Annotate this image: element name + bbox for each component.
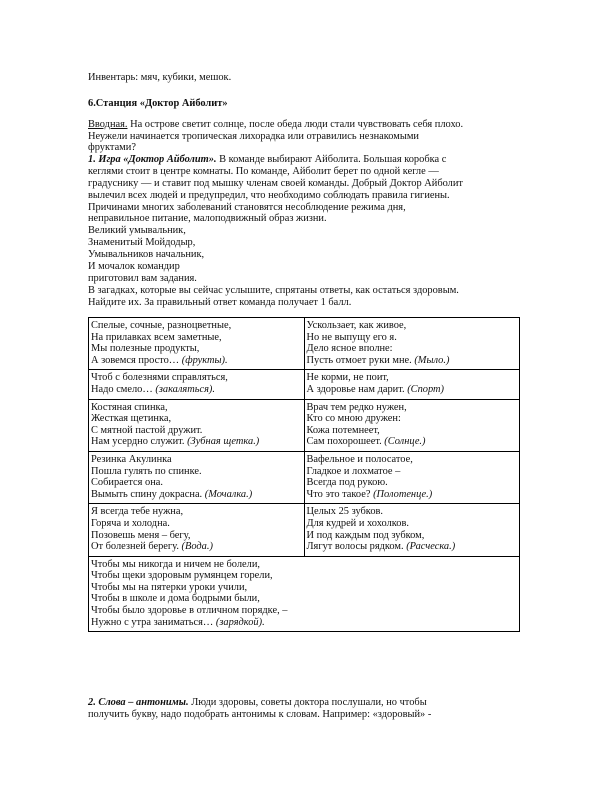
riddle-cell: Целых 25 зубков. Для кудрей и хохолков. И под каждым под зубком, Лягут волосы рядком. (Расческа.) <box>304 504 520 556</box>
riddle-answer: (Вода.) <box>181 541 213 553</box>
intro-line-2: Неужели начинается тропическая лихорадка или отравились незнакомыми <box>88 131 419 142</box>
intro-label: Вводная. <box>88 119 128 130</box>
riddle-answer: (Зубная щетка.) <box>187 436 260 448</box>
poem-line: Знаменитый Мойдодыр, <box>88 237 196 248</box>
game2-first-line: 2. Слова – антонимы. Люди здоровы, советы доктора послушали, но чтобы <box>88 697 427 708</box>
table-row <box>89 318 520 370</box>
riddle-cell: Не корми, не поит, А здоровье нам дарит. (Спорт) <box>304 370 520 399</box>
table-row <box>89 451 520 503</box>
game1-line: Причинами многих заболеваний становятся несоблюдение режима дня, <box>88 202 406 213</box>
game1-line: неправильное питание, малоподвижный образ жизни. <box>88 213 327 224</box>
poem-line: Умывальников начальник, <box>88 249 205 260</box>
game2-line: получить букву, надо подобрать антонимы к словам. Например: «здоровый» - <box>88 709 432 720</box>
riddle-answer: (фрукты). <box>181 354 228 366</box>
game1-title: 1. Игра «Доктор Айболит». <box>88 154 217 165</box>
poem-line: Великий умывальник, <box>88 225 186 236</box>
game1-line: градуснику — и ставит под мышку членам своей команды. Добрый Доктор Айболит <box>88 178 463 189</box>
riddle-answer: (Мочалка.) <box>204 488 253 500</box>
game1-line: Найдите их. За правильный ответ команда получает 1 балл. <box>88 297 352 308</box>
riddle-answer: (Солнце.) <box>384 436 426 448</box>
game1-first-line: 1. Игра «Доктор Айболит». В команде выбирают Айболита. Большая коробка с <box>88 154 447 165</box>
riddle-cell: Врач тем редко нужен, Кто со мною дружен: Кожа потемнеет, Сам похорошеет. (Солнце.) <box>304 399 520 451</box>
table-row <box>89 556 520 632</box>
riddle-answer: (Полотенце.) <box>373 488 433 500</box>
table-row <box>89 504 520 556</box>
intro-line-3: фруктами? <box>88 142 136 153</box>
riddle-cell: Костяная спинка, Жесткая щетинка, С мятной пастой дружит. Нам усердно служит. (Зубная щетка.) <box>89 399 305 451</box>
game2-title: 2. Слова – антонимы. <box>88 697 189 708</box>
inventory-line: Инвентарь: мяч, кубики, мешок. <box>88 72 232 83</box>
game1-line: В загадках, которые вы сейчас услышите, спрятаны ответы, как остаться здоровым. <box>88 285 459 296</box>
poem-line: приготовил вам задания. <box>88 273 197 284</box>
game1-line: кеглями стоит в центре комнаты. По команде, Айболит берет по одной кегле — <box>88 166 439 177</box>
riddles-table <box>88 317 520 632</box>
intro-line-1: Вводная. На острове светит солнце, после обеда люди стали чувствовать себя плохо. <box>88 119 464 130</box>
riddle-answer: (Спорт) <box>407 383 445 395</box>
riddle-answer: (зарядкой). <box>215 616 265 628</box>
table-row <box>89 399 520 451</box>
riddle-cell: Чтобы мы никогда и ничем не болели, Чтобы щеки здоровым румянцем горели, Чтобы мы на пятерки уроки учили, Чтобы в школе и дома бодрыми были, Чтобы было здоровье в отличном порядке, – Нужно с утра заниматься… (зарядкой). <box>89 556 520 632</box>
riddle-cell: Чтоб с болезнями справляться, Надо смело… (закаляться). <box>89 370 305 399</box>
riddle-cell: Спелые, сочные, разноцветные, На прилавках всем заметные, Мы полезные продукты, А зовемся просто… (фрукты). <box>89 318 305 370</box>
riddle-cell: Ускользает, как живое, Но не выпущу его я. Дело ясное вполне: Пусть отмоет руки мне. (Мыло.) <box>304 318 520 370</box>
station-title: 6.Станция «Доктор Айболит» <box>88 98 228 109</box>
riddle-cell: Я всегда тебе нужна, Горяча и холодна. Позовешь меня – бегу, От болезней берегу. (Вода.) <box>89 504 305 556</box>
riddle-cell: Вафельное и полосатое, Гладкое и лохматое – Всегда под рукою. Что это такое? (Полотенце.) <box>304 451 520 503</box>
riddle-answer: (Расческа.) <box>406 541 456 553</box>
poem-line: И мочалок командир <box>88 261 180 272</box>
table-row <box>89 370 520 399</box>
riddle-answer: (Мыло.) <box>414 354 450 366</box>
riddle-answer: (закаляться). <box>155 383 215 395</box>
game1-line: вылечил всех людей и предупредил, что необходимо соблюдать правила гигиены. <box>88 190 450 201</box>
riddle-cell: Резинка Акулинка Пошла гулять по спинке. Собирается она. Вымыть спину докрасна. (Мочалка.) <box>89 451 305 503</box>
